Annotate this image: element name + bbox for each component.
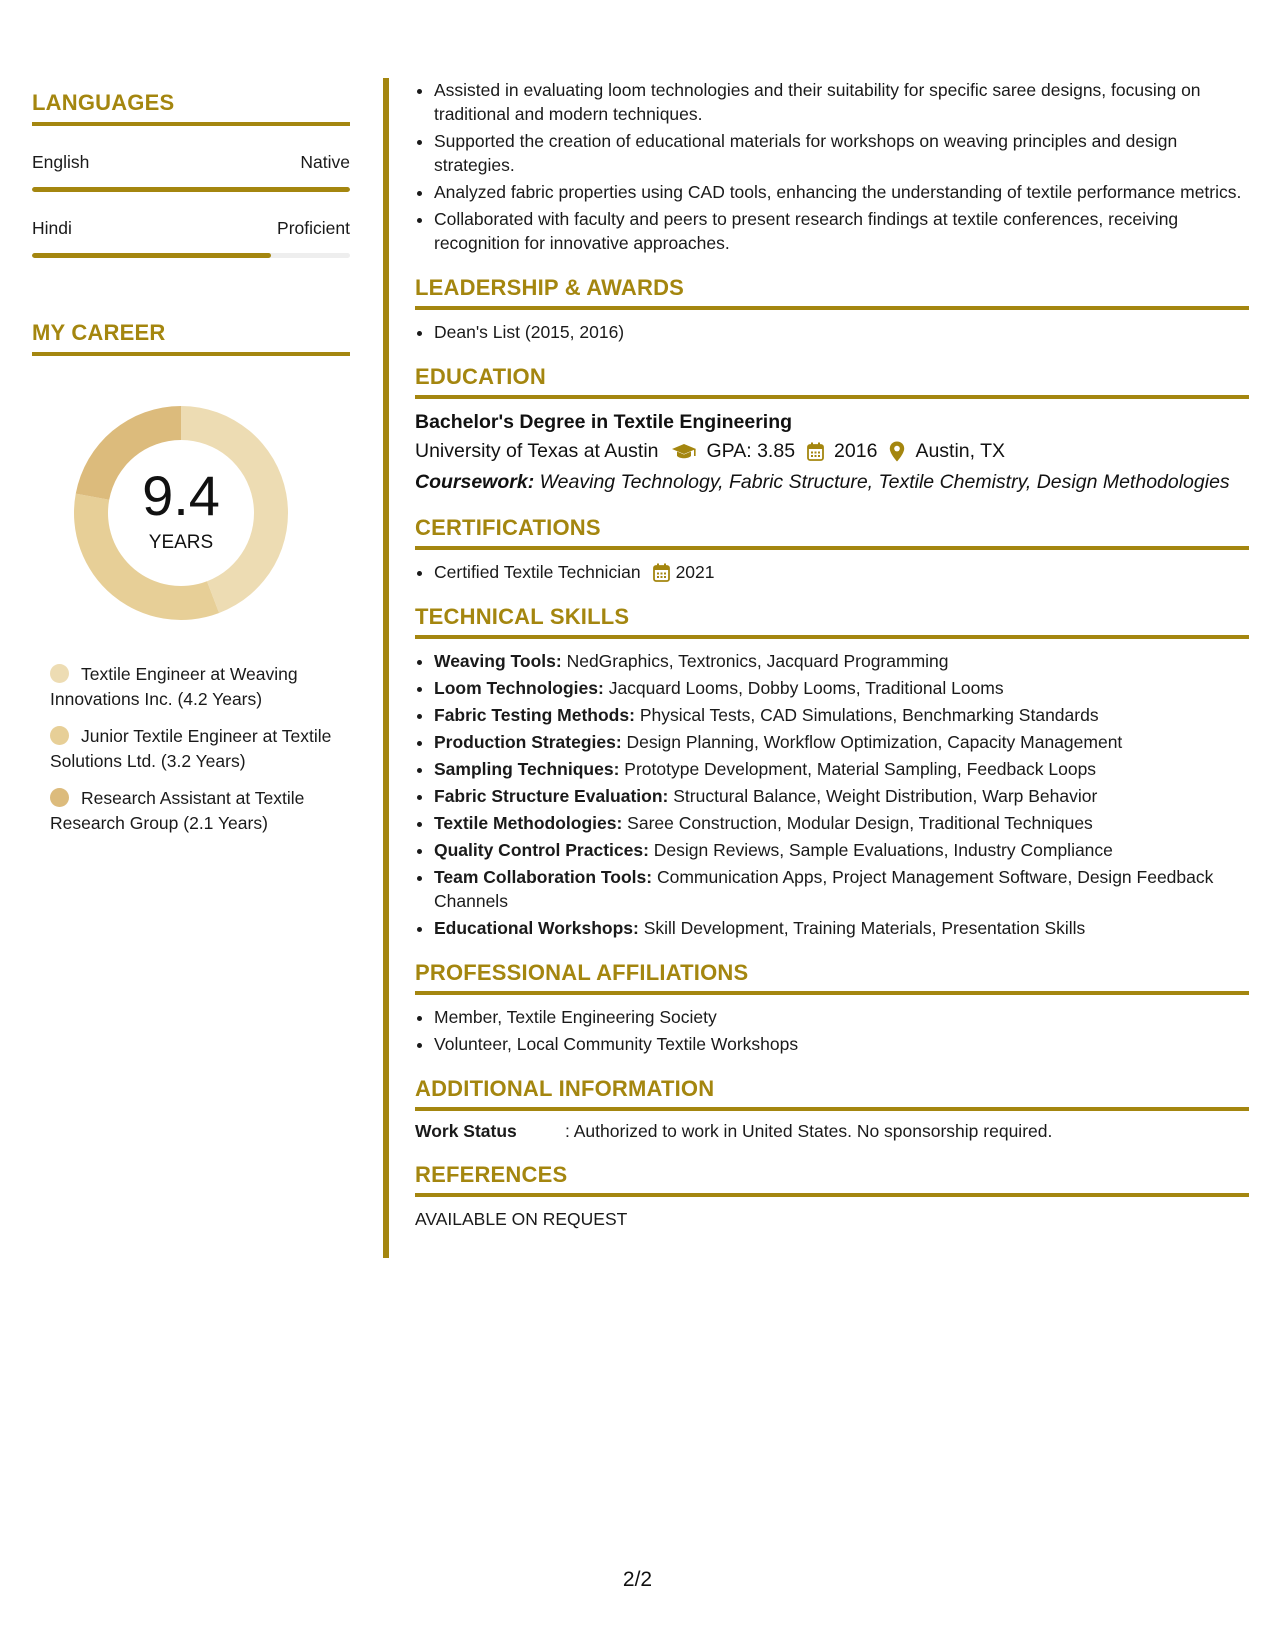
skill-value: NedGraphics, Textronics, Jacquard Programming (566, 651, 949, 671)
language-name: English (32, 152, 90, 172)
education-coursework (415, 469, 1249, 495)
career-legend-text: Junior Textile Engineer at Textile Solutions Ltd. (3.2 Years) (50, 726, 332, 771)
language-level: Proficient (277, 218, 350, 238)
affiliations-heading: PROFESSIONAL AFFILIATIONS (415, 960, 1249, 995)
certification-item (434, 560, 1249, 584)
skill-label: Educational Workshops: (434, 918, 639, 938)
language-proficiency-fill (32, 253, 271, 258)
skill-label: Textile Methodologies: (434, 813, 623, 833)
leadership-item: • Dean's List (2015, 2016) (434, 320, 1249, 344)
skill-value: Physical Tests, CAD Simulations, Benchmarking Standards (639, 705, 1099, 725)
career-donut-chart (66, 398, 296, 628)
language-item (32, 152, 350, 192)
education-degree: Bachelor's Degree in Textile Engineering (415, 411, 793, 433)
career-heading: MY CAREER (32, 320, 350, 356)
skill-label: Quality Control Practices: (434, 840, 649, 860)
skill-label: Loom Technologies: (434, 678, 604, 698)
skill-label: Fabric Structure Evaluation: (434, 786, 669, 806)
skill-item (434, 838, 1249, 862)
career-legend-text: Research Assistant at Textile Research Group (2.1 Years) (50, 788, 305, 833)
education-school: University of Texas at Austin (415, 440, 659, 462)
work-status-value: : Authorized to work in United States. No sponsorship required. (565, 1121, 1053, 1141)
skill-item (434, 916, 1249, 940)
education-gpa: GPA: 3.85 (706, 440, 796, 462)
skill-item (434, 811, 1249, 835)
language-name: Hindi (32, 218, 72, 238)
skill-label: Sampling Techniques: (434, 759, 620, 779)
education-meta (415, 440, 1249, 463)
experience-bullet: • Analyzed fabric properties using CAD tools, enhancing the understanding of textile performance metrics. (434, 180, 1249, 204)
language-item (32, 218, 350, 258)
skill-item (434, 784, 1249, 808)
legend-dot (50, 788, 69, 807)
references-text: AVAILABLE ON REQUEST (415, 1209, 628, 1229)
donut-center (66, 398, 296, 628)
legend-dot (50, 726, 69, 745)
graduation-cap-icon (671, 443, 697, 461)
page-number: 2/2 (622, 1568, 653, 1591)
skill-label: Production Strategies: (434, 732, 622, 752)
languages-heading: LANGUAGES (32, 90, 350, 126)
certifications-list (415, 560, 1249, 584)
work-status-label: Work Status (415, 1121, 517, 1141)
coursework-list: Weaving Technology, Fabric Structure, Textile Chemistry, Design Methodologies (539, 471, 1230, 493)
skills-list (415, 649, 1249, 940)
skill-item (434, 649, 1249, 673)
legend-dot (50, 664, 69, 683)
leadership-list (415, 320, 1249, 344)
skill-value: Prototype Development, Material Sampling, Feedback Loops (624, 759, 1097, 779)
skill-value: Saree Construction, Modular Design, Traditional Techniques (627, 813, 1093, 833)
experience-bullet: • Assisted in evaluating loom technologies and their suitability for specific saree designs, focusing on traditional and modern techniques. (434, 78, 1249, 126)
language-level: Native (300, 152, 350, 172)
skill-value: Communication Apps, Project Management Software, Design Feedback Channels (434, 867, 1214, 911)
career-legend-item (50, 786, 350, 836)
language-proficiency-bar (32, 187, 350, 192)
certification-name: • Certified Textile Technician (434, 562, 641, 582)
affiliations-list (415, 1005, 1249, 1056)
experience-bullet: • Collaborated with faculty and peers to present research findings at textile conferences, receiving recognition for innovative approaches. (434, 207, 1249, 255)
skill-item (434, 703, 1249, 727)
leadership-heading: LEADERSHIP & AWARDS (415, 275, 1249, 310)
career-legend-item (50, 662, 350, 712)
work-status-row (415, 1121, 1249, 1142)
coursework-label: Coursework: (415, 471, 535, 493)
skill-item (434, 757, 1249, 781)
language-proficiency-bar (32, 253, 350, 258)
calendar-icon (807, 442, 824, 461)
skill-value: Design Reviews, Sample Evaluations, Industry Compliance (653, 840, 1113, 860)
career-legend (32, 662, 350, 836)
skill-label: Weaving Tools: (434, 651, 562, 671)
career-total-unit: YEARS (148, 532, 214, 553)
career-legend-text: Textile Engineer at Weaving Innovations Inc. (4.2 Years) (50, 664, 298, 709)
skill-value: Skill Development, Training Materials, Presentation Skills (643, 918, 1086, 938)
career-legend-item (50, 724, 350, 774)
career-total-years: 9.4 (142, 464, 220, 527)
certification-year: 2021 (675, 562, 715, 582)
affiliation-item: • Volunteer, Local Community Textile Workshops (434, 1032, 1249, 1056)
location-pin-icon (889, 441, 905, 462)
right-column (415, 78, 1249, 1230)
left-column (32, 90, 350, 848)
skill-label: Team Collaboration Tools: (434, 867, 653, 887)
experience-bullet: • Supported the creation of educational materials for workshops on weaving principles and design strategies. (434, 129, 1249, 177)
education-heading: EDUCATION (415, 364, 1249, 399)
additional-info-heading: ADDITIONAL INFORMATION (415, 1076, 1249, 1111)
column-divider (383, 78, 389, 1258)
affiliation-item: • Member, Textile Engineering Society (434, 1005, 1249, 1029)
language-proficiency-fill (32, 187, 350, 192)
skill-value: Jacquard Looms, Dobby Looms, Traditional Looms (608, 678, 1004, 698)
skill-value: Structural Balance, Weight Distribution, Warp Behavior (673, 786, 1098, 806)
education-location: Austin, TX (915, 440, 1006, 462)
skills-heading: TECHNICAL SKILLS (415, 604, 1249, 639)
certifications-heading: CERTIFICATIONS (415, 515, 1249, 550)
skill-item (434, 865, 1249, 913)
skill-item (434, 676, 1249, 700)
references-heading: REFERENCES (415, 1162, 1249, 1197)
skill-value: Design Planning, Workflow Optimization, Capacity Management (626, 732, 1123, 752)
experience-bullets (415, 78, 1249, 255)
calendar-icon (653, 563, 670, 582)
education-year: 2016 (834, 440, 878, 462)
skill-label: Fabric Testing Methods: (434, 705, 635, 725)
skill-item (434, 730, 1249, 754)
